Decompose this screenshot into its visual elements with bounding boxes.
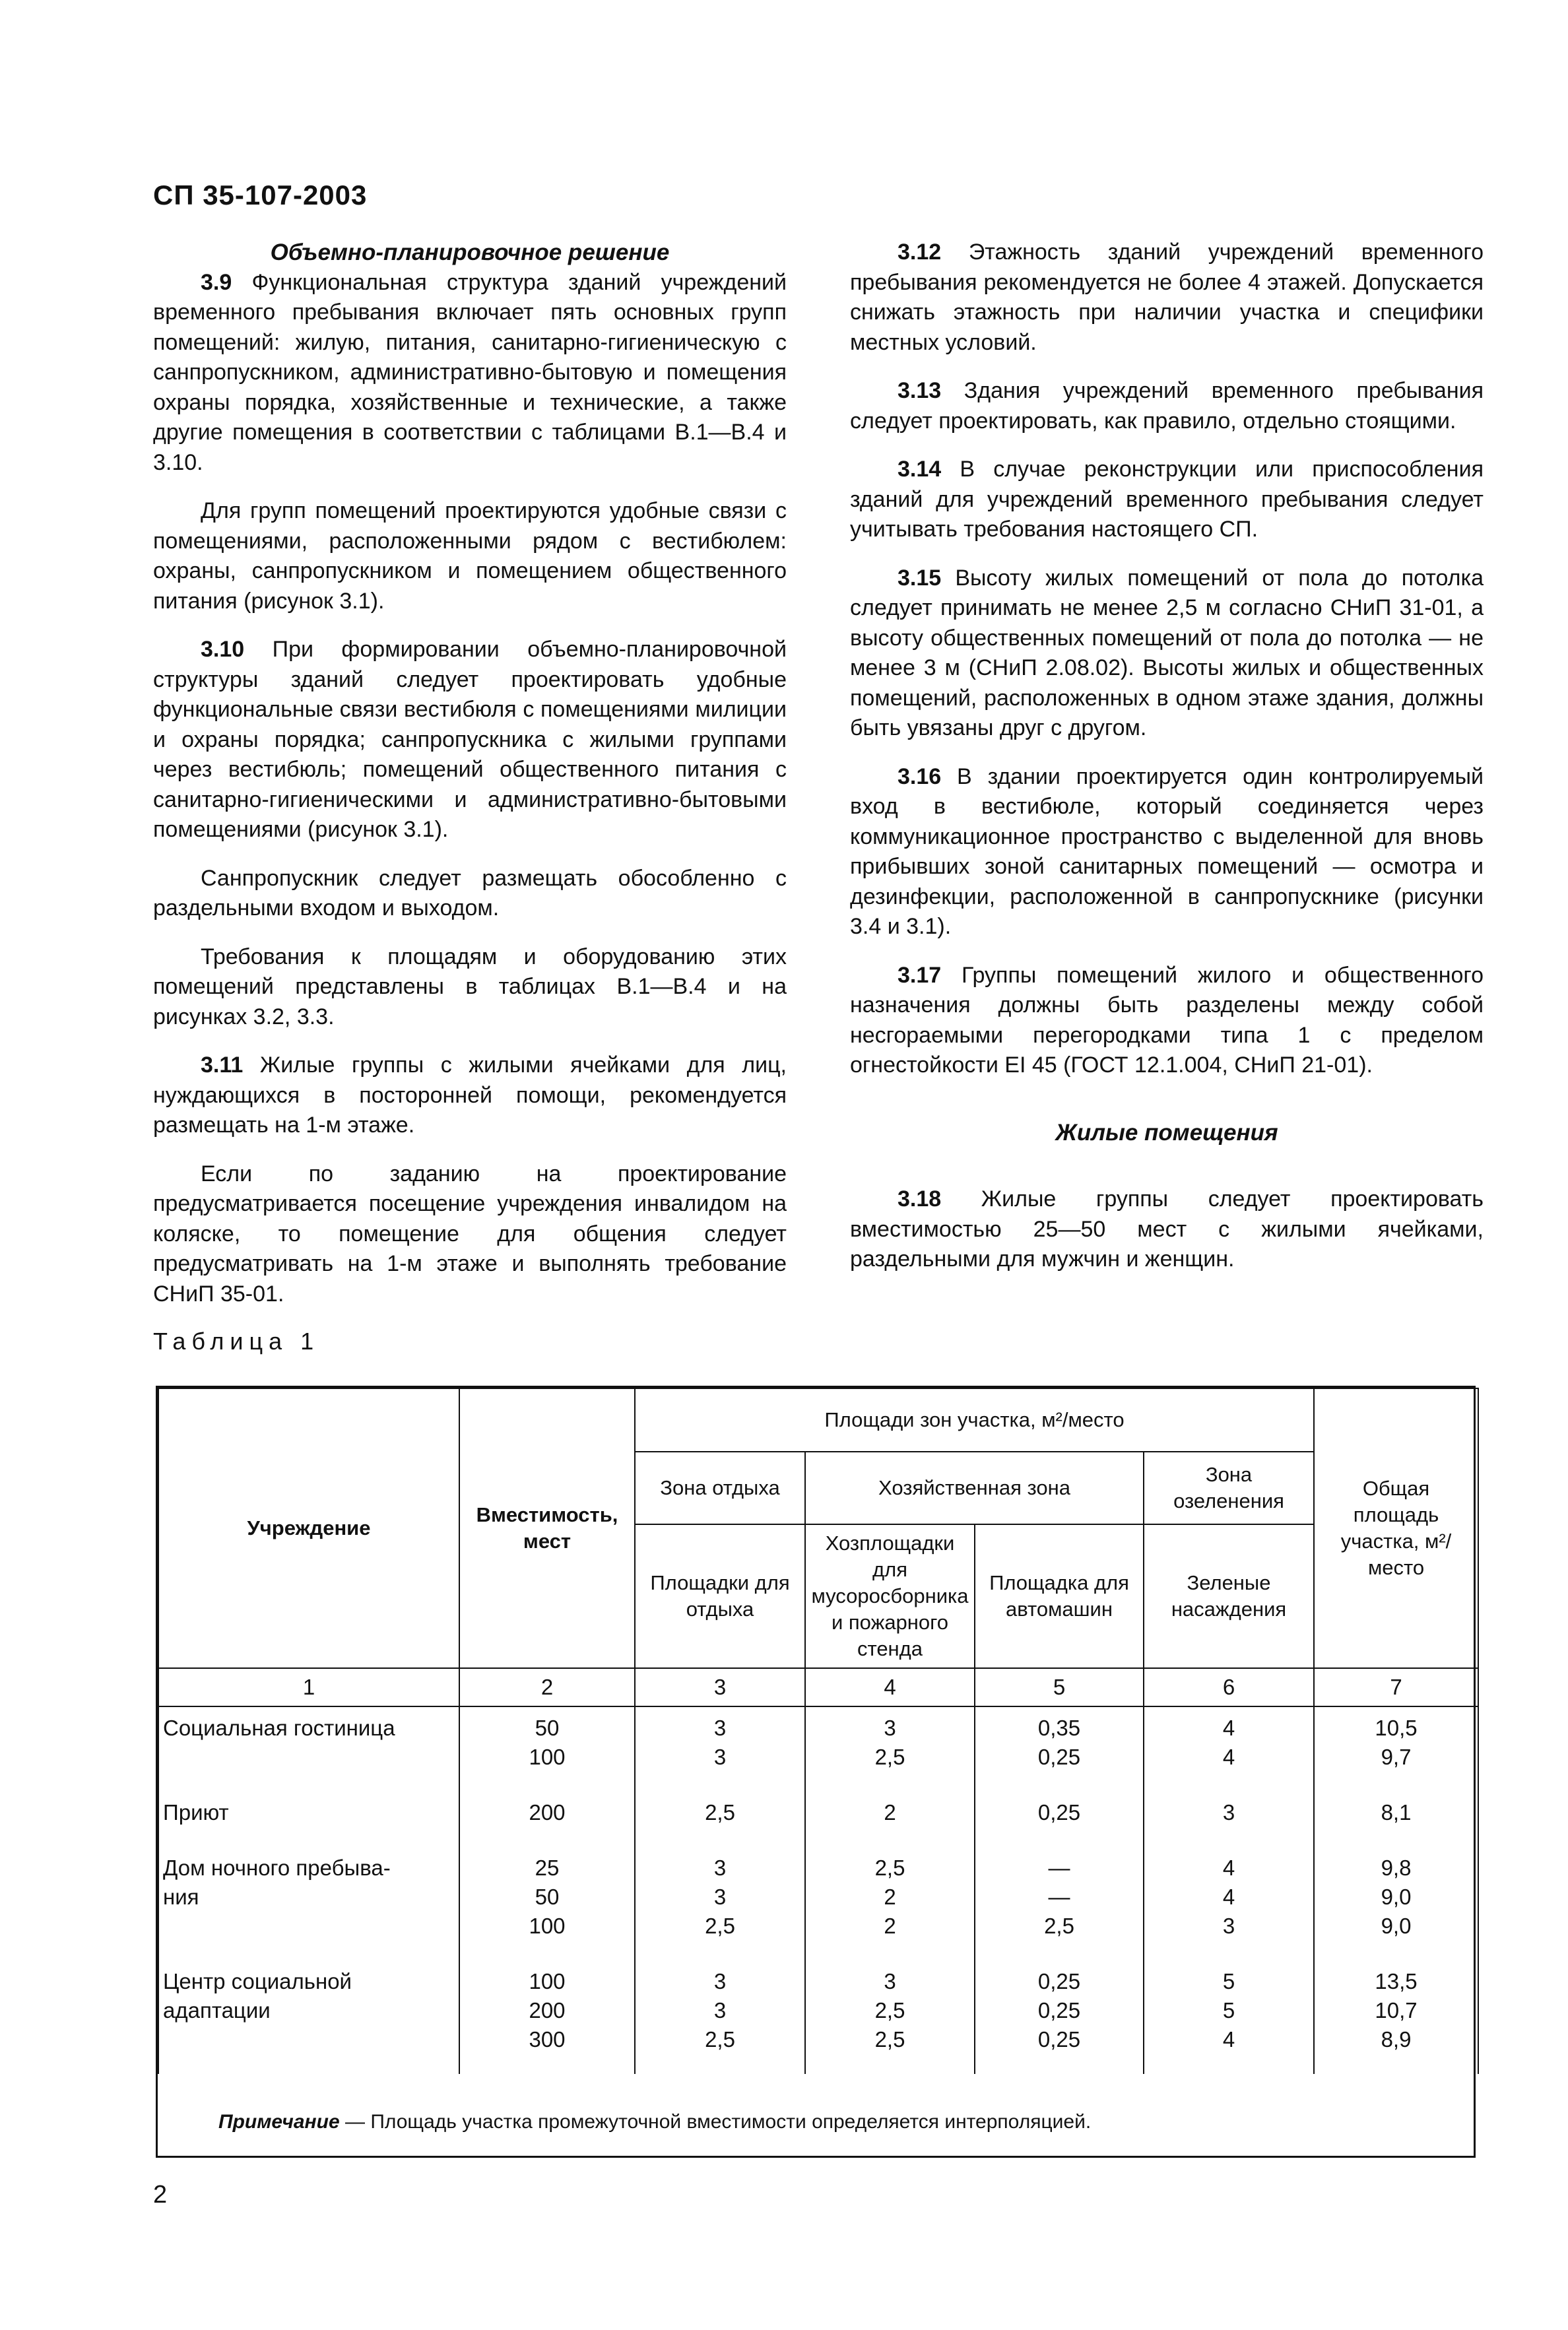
- header-rest-zone: Зона отдыха: [635, 1452, 805, 1524]
- cell-line: 50: [535, 1885, 560, 1909]
- value-cell: [459, 1792, 635, 1847]
- cell-line: 0,35: [1037, 1716, 1081, 1740]
- cell-line: 8,9: [1381, 2027, 1412, 2052]
- value-cell: [1144, 1960, 1314, 2074]
- cell-line: 4: [1222, 1856, 1235, 1880]
- paragraph-text: В здании проектируется один контролируемый вход в вестибюле, который соединяется через коммуникационное пространство с выделенной для вновь прибывших зоной санитарных помещений — осмотра и дезинфекции, расположенной в санпропускнике (рисунки 3.4 и 3.1).: [850, 763, 1484, 939]
- institution-cell: [158, 1960, 459, 2074]
- cell-line: 2,5: [705, 1914, 735, 1938]
- paragraph-text: Функциональная структура зданий учреждений временного пребывания включает пять основных групп помещений: жилую, питания, санитарно-гигиеническую с санпропускником, административно-бытовую и помещения охраны порядка, хозяйственные и технические, а также другие помещения в соответствии с таблицами В.1—В.4 и 3.10.: [153, 269, 787, 475]
- cell-line: адаптации: [163, 1998, 271, 2023]
- paragraph-text: Если по заданию на проектирование предусматривается посещение учреждения инвалидом на коляске, то помещение для общения следует предусматривать на 1-м этаже и выполнять требование СНиП 35-01.: [153, 1161, 787, 1307]
- cell-line: 2,5: [705, 1800, 735, 1825]
- table-row: [158, 1792, 1478, 1847]
- clause-number: 3.16: [898, 763, 942, 789]
- value-cell: [1144, 1792, 1314, 1847]
- cell-line: 5: [1222, 1969, 1235, 1993]
- column-numbers-row: [158, 1668, 1478, 1706]
- cell-line: 200: [529, 1800, 566, 1825]
- cell-line: 9,7: [1381, 1745, 1412, 1769]
- cell-line: 0,25: [1037, 2027, 1081, 2052]
- value-cell: [1314, 1847, 1478, 1960]
- cell-line: Центр социальной: [163, 1969, 352, 1993]
- paragraph: [850, 376, 1484, 436]
- value-cell: [805, 1706, 975, 1792]
- cell-line: 2,5: [874, 1745, 905, 1769]
- cell-line: 3: [713, 1716, 727, 1740]
- institution-cell: [158, 1847, 459, 1960]
- cell-line: 2,5: [874, 2027, 905, 2052]
- paragraph: [153, 864, 787, 924]
- value-cell: [459, 1960, 635, 2074]
- paragraph: [153, 942, 787, 1033]
- header-areas-group: Площади зон участка, м²/место: [635, 1388, 1314, 1452]
- paragraph: [850, 961, 1484, 1081]
- cell-line: 3: [1222, 1914, 1235, 1938]
- cell-line: 3: [884, 1716, 896, 1740]
- section-heading-living-rooms: Жилые помещения: [1055, 1119, 1278, 1146]
- value-cell: [975, 1960, 1144, 2074]
- cell-line: 13,5: [1375, 1969, 1418, 1993]
- cell-line: 9,0: [1381, 1885, 1412, 1909]
- page-number: 2: [153, 2181, 168, 2209]
- paragraph: [153, 496, 787, 616]
- header-household-zone: Хозяйственная зона: [805, 1452, 1144, 1524]
- value-cell: [1144, 1847, 1314, 1960]
- value-cell: [1314, 1706, 1478, 1792]
- areas-table: [158, 1388, 1479, 2074]
- value-cell: [459, 1847, 635, 1960]
- value-cell: [975, 1792, 1144, 1847]
- clause-number: 3.14: [898, 457, 942, 482]
- cell-line: 2: [884, 1800, 896, 1825]
- value-cell: [459, 1706, 635, 1792]
- cell-line: 2,5: [705, 2027, 735, 2052]
- cell-line: 2,5: [874, 1998, 905, 2023]
- table-note: Примечание — Площадь участка промежуточной вместимости определяется интерполяцией.: [218, 2111, 1092, 2133]
- cell-line: 100: [529, 1969, 566, 1993]
- paragraph: [850, 564, 1484, 744]
- cell-line: 2,5: [874, 1856, 905, 1880]
- cell-line: 4: [1222, 2027, 1235, 2052]
- paragraph-text: В случае реконструкции или приспособления зданий для учреждений временного пребывания следует учитывать требования настоящего СП.: [850, 457, 1484, 542]
- cell-line: ния: [163, 1885, 199, 1909]
- cell-line: 4: [1222, 1745, 1235, 1769]
- cell-line: Приют: [163, 1800, 229, 1825]
- cell-line: 0,25: [1037, 1745, 1081, 1769]
- clause-number: 3.9: [201, 269, 232, 295]
- cell-line: 3: [713, 1969, 727, 1993]
- cell-line: 3: [713, 1885, 727, 1909]
- clause-number: 3.15: [898, 565, 942, 591]
- clause-number: 3.11: [201, 1052, 244, 1078]
- section-heading-planning: Объемно-планировочное решение: [270, 240, 670, 265]
- cell-line: 4: [1222, 1716, 1235, 1740]
- document-code-header: СП 35-107-2003: [153, 179, 368, 210]
- col-number: 1: [158, 1668, 459, 1706]
- paragraph-text: Жилые группы следует проектировать вместимостью 25—50 мест с жилыми ячейками, раздельными для мужчин и женщин.: [850, 1186, 1484, 1272]
- value-cell: [975, 1706, 1144, 1792]
- paragraph: [850, 1184, 1484, 1275]
- value-cell: [805, 1960, 975, 2074]
- cell-line: 8,1: [1381, 1800, 1412, 1825]
- paragraph: [153, 1051, 787, 1141]
- paragraph-text: Для групп помещений проектируются удобные связи с помещениями, расположенными рядом с вестибюлем: охраны, санпропускником и помещением общественного питания (рисунок 3.1).: [153, 498, 787, 614]
- paragraph: [153, 1159, 787, 1310]
- paragraph-text: Этажность зданий учреждений временного пребывания рекомендуется не более 4 этажей. Допускается снижать этажность при наличии участка и специфики местных условий.: [850, 240, 1484, 355]
- header-green: Зеленые насаждения: [1144, 1524, 1314, 1668]
- cell-line: 3: [713, 1745, 727, 1769]
- col-number: 2: [459, 1668, 635, 1706]
- paragraph-text: Группы помещений жилого и общественного назначения должны быть разделены между собой несгораемыми перегородками типа 1 с пределом огнестойкости EI 45 (ГОСТ 12.1.004, СНиП 21-01).: [850, 962, 1484, 1078]
- paragraph-text: При формировании объемно-планировочной структуры зданий следует проектировать удобные функциональные связи вестибюля с помещениями милиции и охраны порядка; санпропускника с жилыми группами через вестибюль; помещений общественного питания с санитарно-гигиеническими и административно-бытовыми помещениями (рисунок 3.1).: [153, 637, 787, 842]
- cell-line: 0,25: [1037, 1969, 1081, 1993]
- institution-cell: [158, 1706, 459, 1792]
- value-cell: [635, 1792, 805, 1847]
- institution-cell: [158, 1792, 459, 1847]
- cell-line: 10,7: [1375, 1998, 1418, 2023]
- col-number: 3: [635, 1668, 805, 1706]
- value-cell: [1314, 1960, 1478, 2074]
- right-column: [850, 238, 1484, 1275]
- table-frame: [156, 1386, 1476, 2158]
- value-cell: [635, 1960, 805, 2074]
- cell-line: Социальная гостиница: [163, 1716, 395, 1740]
- cell-line: 2: [884, 1885, 896, 1909]
- cell-line: 25: [535, 1856, 560, 1880]
- cell-line: 100: [529, 1745, 566, 1769]
- clause-number: 3.13: [898, 378, 942, 403]
- header-capacity: Вместимость, мест: [459, 1388, 635, 1668]
- value-cell: [1314, 1792, 1478, 1847]
- table-row: [158, 1960, 1478, 2074]
- paragraph-text: Жилые группы с жилыми ячейками для лиц, нуждающихся в посторонней помощи, рекомендуется размещать на 1-м этаже.: [153, 1052, 787, 1138]
- col-number: 7: [1314, 1668, 1478, 1706]
- cell-line: 9,0: [1381, 1914, 1412, 1938]
- paragraph: [153, 268, 787, 478]
- clause-number: 3.12: [898, 240, 942, 265]
- cell-line: 9,8: [1381, 1856, 1412, 1880]
- cell-line: 4: [1222, 1885, 1235, 1909]
- value-cell: [975, 1847, 1144, 1960]
- left-column: [153, 238, 787, 1309]
- paragraph: [850, 238, 1484, 358]
- value-cell: [805, 1847, 975, 1960]
- cell-line: 0,25: [1037, 1998, 1081, 2023]
- paragraph: [153, 635, 787, 845]
- cell-line: 3: [713, 1856, 727, 1880]
- col-number: 5: [975, 1668, 1144, 1706]
- clause-number: 3.17: [898, 962, 942, 988]
- header-green-zone: Зона озеленения: [1144, 1452, 1314, 1524]
- paragraph-text: Требования к площадям и оборудованию этих помещений представлены в таблицах В.1—В.4 и на рисунках 3.2, 3.3.: [153, 944, 787, 1029]
- table-row: [158, 1847, 1478, 1960]
- cell-line: —: [1048, 1856, 1070, 1880]
- value-cell: [1144, 1706, 1314, 1792]
- paragraph-text: Санпропускник следует размещать обособленно с раздельными входом и выходом.: [153, 865, 787, 921]
- cell-line: 2: [884, 1914, 896, 1938]
- cell-line: 5: [1222, 1998, 1235, 2023]
- cell-line: 300: [529, 2027, 566, 2052]
- cell-line: 10,5: [1375, 1716, 1418, 1740]
- paragraph: [850, 455, 1484, 545]
- cell-line: 100: [529, 1914, 566, 1938]
- col-number: 6: [1144, 1668, 1314, 1706]
- value-cell: [635, 1847, 805, 1960]
- clause-number: 3.10: [201, 637, 245, 662]
- cell-line: 0,25: [1037, 1800, 1081, 1825]
- table-caption: Таблица 1: [153, 1328, 320, 1355]
- header-rest-sites: Площадки для отдыха: [635, 1524, 805, 1668]
- header-garbage-sites: Хозплощадки для мусоросборника и пожарного стенда: [805, 1524, 975, 1668]
- cell-line: 50: [535, 1716, 560, 1740]
- table-row: [158, 1706, 1478, 1792]
- col-number: 4: [805, 1668, 975, 1706]
- paragraph-text: Здания учреждений временного пребывания следует проектировать, как правило, отдельно стоящими.: [850, 378, 1484, 434]
- value-cell: [635, 1706, 805, 1792]
- header-institution: Учреждение: [158, 1388, 459, 1668]
- paragraph-text: Высоту жилых помещений от пола до потолка следует принимать не менее 2,5 м согласно СНиП 31-01, а высоту общественных помещений от пола до потолка — не менее 3 м (СНиП 2.08.02). Высоты жилых и общественных помещений, расположенных в одном этаже здания, должны быть увязаны друг с другом.: [850, 565, 1484, 740]
- paragraph: [850, 762, 1484, 942]
- cell-line: 3: [1222, 1800, 1235, 1825]
- header-parking: Площадка для автомашин: [975, 1524, 1144, 1668]
- header-total: Общая площадь участка, м²/место: [1314, 1388, 1478, 1668]
- cell-line: 3: [713, 1998, 727, 2023]
- cell-line: —: [1048, 1885, 1070, 1909]
- cell-line: 3: [884, 1969, 896, 1993]
- clause-number: 3.18: [898, 1186, 942, 1212]
- cell-line: 200: [529, 1998, 566, 2023]
- cell-line: Дом ночного пребыва-: [163, 1856, 391, 1880]
- cell-line: 2,5: [1044, 1914, 1074, 1938]
- value-cell: [805, 1792, 975, 1847]
